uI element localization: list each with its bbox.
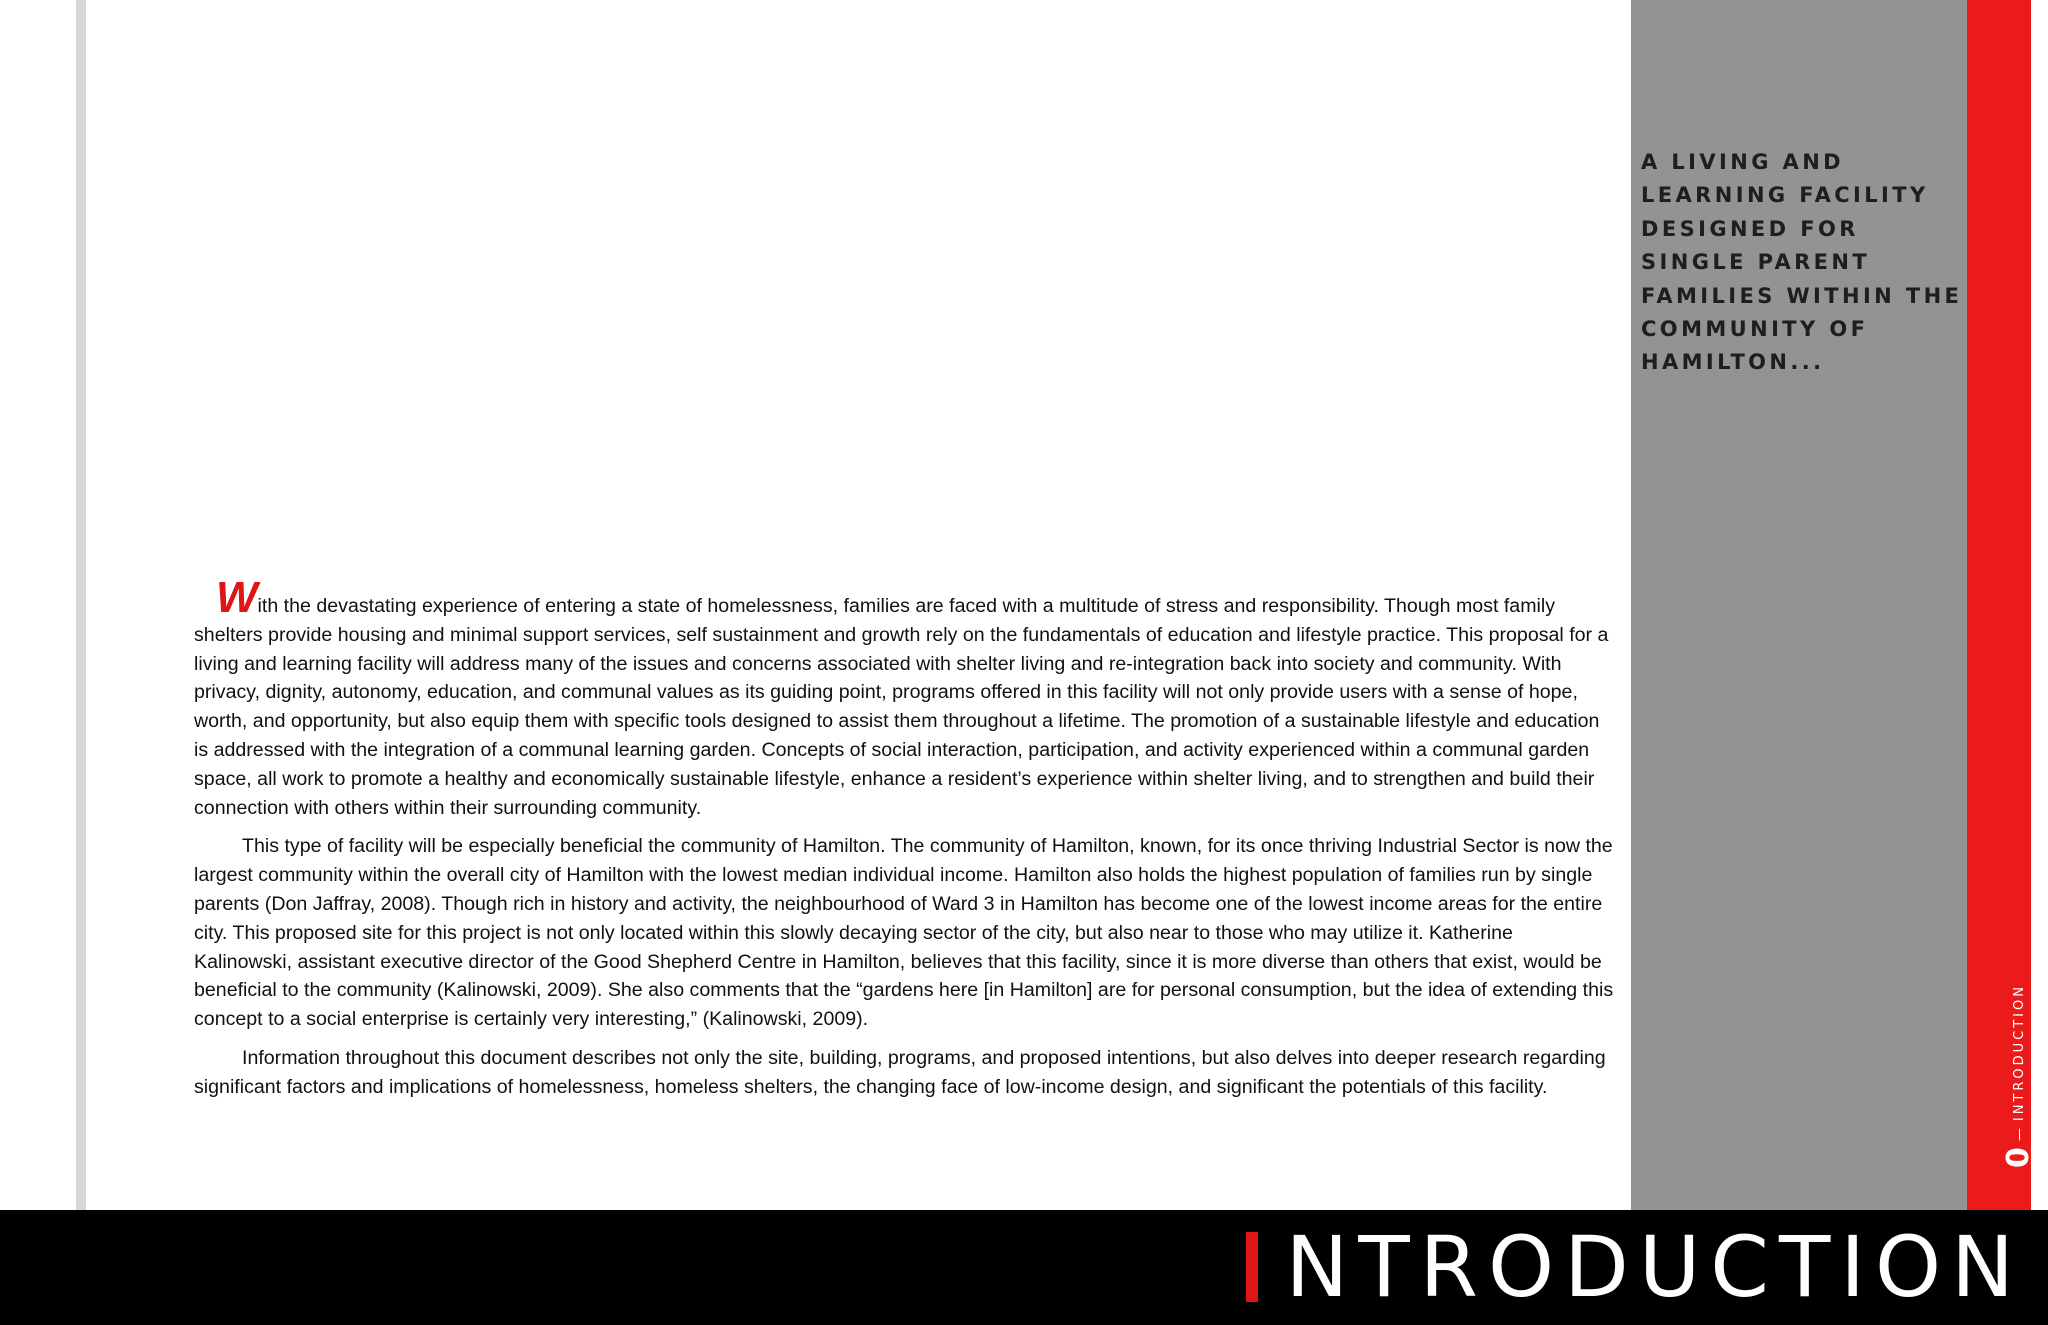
section-number: 0 xyxy=(2001,1147,2036,1168)
paragraph-1-text: ith the devastating experience of entering a state of homelessness, families are faced with a multitude of stress and responsibility. Though most family shelters provide housing and minimal support services, self sustainment and growth rely on the fundamentals of education and lifestyle practice. This proposal for a living and learning facility will address many of the issues and concerns associated with shelter living and re-integration back into society and community. With privacy, dignity, autonomy, education, and communal values as its guiding point, programs offered in this facility will not only provide users with a sense of hope, worth, and opportunity, but also equip them with specific tools designed to assist them throughout a lifetime. The promotion of a sustainable lifestyle and education is addressed with the integration of a communal learning garden. Concepts of social interaction, participation, and activity experienced within a communal garden space, all work to promote a healthy and economically sustainable lifestyle, enhance a resident’s experience within shelter living, and to strengthen and build their connection with others within their surrounding community. xyxy=(194,595,1609,819)
paragraph-1 xyxy=(194,573,1616,822)
sidebar-tagline: A LIVING AND LEARNING FACILITY DESIGNED FOR SINGLE PARENT FAMILIES WITHIN THE COMMUNITY OF HAMILTON... xyxy=(1641,150,1963,375)
introduction-body xyxy=(194,573,1616,1112)
banner-title xyxy=(1246,1218,2024,1316)
banner-accent-bar xyxy=(1246,1232,1258,1302)
drop-cap: W xyxy=(216,573,258,622)
section-separator: — xyxy=(2011,1125,2027,1142)
banner-title-text: NTRODUCTION xyxy=(1285,1218,2024,1316)
paragraph-2: This type of facility will be especially beneficial the community of Hamilton. The community of Hamilton, known, for its once thriving Industrial Sector is now the largest community within the overall city of Hamilton with the lowest median individual income. Hamilton also holds the highest population of families run by single parents (Don Jaffray, 2008). Though rich in history and activity, the neighbourhood of Ward 3 in Hamilton has become one of the lowest income areas for the entire city. This proposed site for this project is not only located within this slowly decaying sector of the city, but also near to those who may utilize it. Katherine Kalinowski, assistant executive director of the Good Shepherd Centre in Hamilton, believes that this facility, since it is more diverse than others that exist, would be beneficial to the community (Kalinowski, 2009). She also comments that the “gardens here [in Hamilton] are for personal consumption, but the idea of extending this concept to a social enterprise is certainly very interesting,” (Kalinowski, 2009). xyxy=(194,835,1614,1031)
section-tab-label xyxy=(2001,984,2036,1168)
paragraph-3: Information throughout this document describes not only the site, building, programs, and proposed intentions, but also delves into deeper research regarding significant factors and implications of homelessness, homeless shelters, the changing face of low-income design, and significant the potentials of this facility. xyxy=(194,1046,1606,1098)
left-margin-rule xyxy=(76,0,86,1210)
section-label: INTRODUCTION xyxy=(2011,984,2027,1122)
